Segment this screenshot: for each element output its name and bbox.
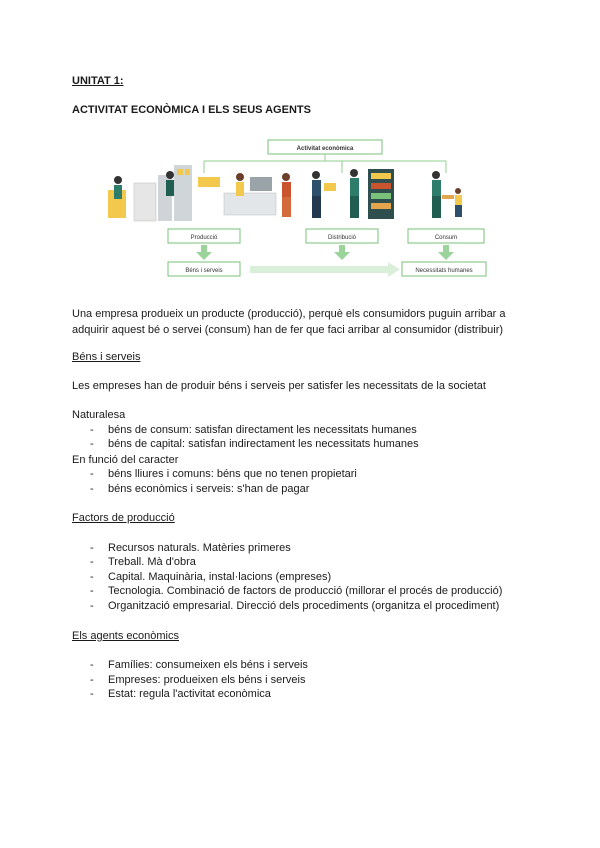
consumption-scene (432, 171, 462, 218)
input-box-label: Béns i serveis (185, 268, 223, 274)
list-item: - béns de consum: satisfan directament les necessitats humanes (90, 424, 417, 436)
intro-line-1: Una empresa produeix un producte (producció), perquè els consumidors puguin arribar a (72, 308, 506, 320)
intro-paragraph (72, 306, 532, 338)
list-item: - béns econòmics i serveis: s'han de pagar (90, 483, 310, 495)
intro-line-2: adquirir aquest bé o servei (consum) han de fer que faci arribar al consumidor (distribuir) (72, 324, 504, 336)
bullet-dash: - (90, 483, 94, 495)
list-item: - Recursos naturals. Matèries primeres (90, 542, 291, 554)
bullet-dash: - (90, 600, 94, 612)
distribution-scene (312, 169, 394, 219)
caracter-label: En funció del caracter (72, 454, 179, 466)
naturalesa-label: Naturalesa (72, 409, 126, 421)
unit-title: UNITAT 1: (72, 75, 124, 87)
list-item: - béns lliures i comuns: béns que no tenen propietari (90, 468, 357, 480)
agents-heading: Els agents econòmics (72, 630, 179, 642)
down-arrow-icon (196, 245, 454, 260)
list-item: - Famílies: consumeixen els béns i serveis (90, 659, 308, 671)
bullet-dash: - (90, 556, 94, 568)
list-item: - Empreses: produeixen els béns i serveis (90, 674, 306, 686)
factors-heading: Factors de producció (72, 512, 175, 524)
section-title: ACTIVITAT ECONÒMICA I ELS SEUS AGENTS (72, 104, 311, 116)
list-item: - Treball. Mà d'obra (90, 556, 196, 568)
bullet-dash: - (90, 438, 94, 450)
stage-label-consumption: Consum (434, 235, 458, 241)
list-item: - Tecnologia. Combinació de factors de producció (millorar el procés de producció) (90, 585, 503, 597)
bullet-dash: - (90, 585, 94, 597)
stage-label-distribution: Distribució (327, 235, 357, 241)
bullet-dash: - (90, 542, 94, 554)
bullet-dash: - (90, 424, 94, 436)
bullet-dash: - (90, 674, 94, 686)
right-arrow-icon (388, 262, 400, 277)
list-item: - Estat: regula l'activitat econòmica (90, 688, 271, 700)
output-box-label: Necessitats humanes (415, 268, 473, 274)
stage-label-production: Producció (190, 235, 218, 241)
bens-text: Les empreses han de produir béns i serveis per satisfer les necessitats de la societat (72, 380, 486, 392)
bullet-dash: - (90, 659, 94, 671)
economic-activity-diagram (100, 135, 500, 280)
bullet-dash: - (90, 688, 94, 700)
top-box-label: Activitat econòmica (296, 146, 354, 152)
bullet-dash: - (90, 571, 94, 583)
list-item: - Capital. Maquinària, instal·lacions (empreses) (90, 571, 332, 583)
bens-heading: Béns i serveis (72, 351, 141, 363)
bullet-dash: - (90, 468, 94, 480)
production-scene (108, 165, 291, 221)
flow-arrow-bar (250, 266, 388, 273)
list-item: - Organització empresarial. Direcció dels procediments (organitza el procediment) (90, 600, 500, 612)
list-item: - béns de capital: satisfan indirectament les necessitats humanes (90, 438, 419, 450)
